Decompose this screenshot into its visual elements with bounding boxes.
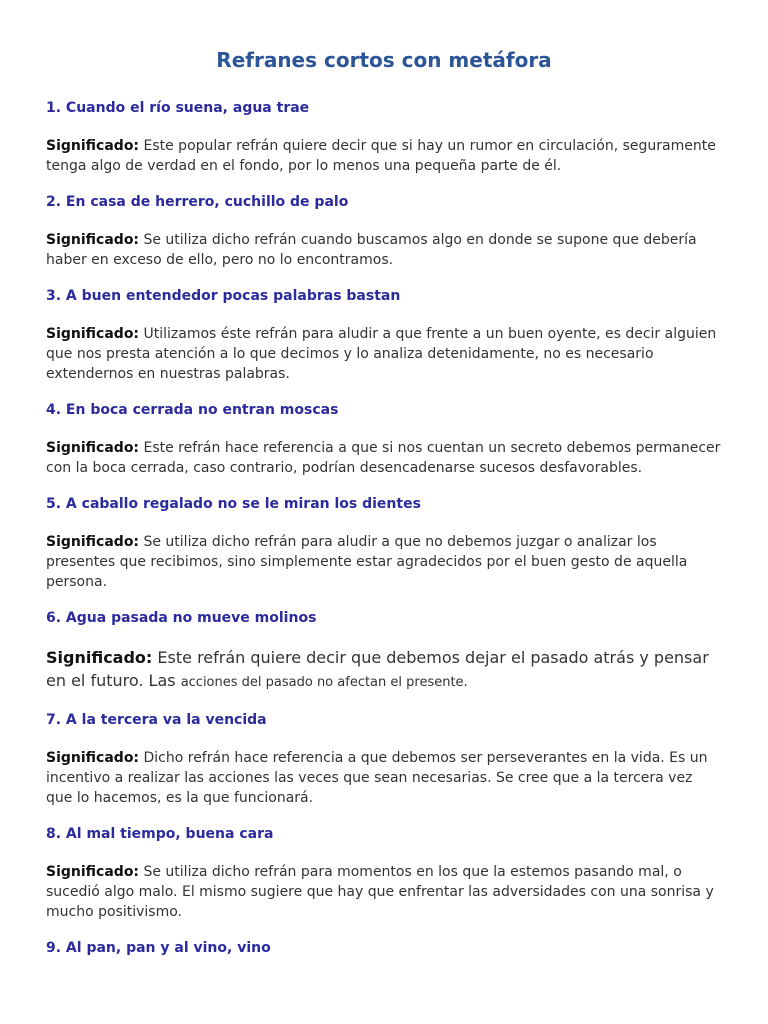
- meaning-text: Este refrán hace referencia a que si nos cuentan un secreto debemos permanecer con la boca cerrada, caso contrario, podrían desencadenarse sucesos desfavorables.: [46, 440, 721, 476]
- proverb-meaning: [46, 438, 722, 478]
- proverb-heading: 8. Al mal tiempo, buena cara: [46, 826, 274, 842]
- proverb-8: [46, 824, 722, 922]
- proverb-heading: 4. En boca cerrada no entran moscas: [46, 402, 339, 418]
- proverb-2: [46, 192, 722, 270]
- proverb-meaning: [46, 646, 722, 694]
- meaning-label: Significado:: [46, 232, 140, 248]
- proverb-heading: 2. En casa de herrero, cuchillo de palo: [46, 194, 349, 210]
- proverb-1: [46, 98, 722, 176]
- meaning-text: Se utiliza dicho refrán cuando buscamos algo en donde se supone que debería haber en exceso de ello, pero no lo encontramos.: [46, 232, 697, 268]
- proverb-3: [46, 286, 722, 384]
- meaning-label: Significado:: [46, 648, 153, 667]
- meaning-label: Significado:: [46, 534, 140, 550]
- proverb-heading: 6. Agua pasada no mueve molinos: [46, 610, 317, 626]
- meaning-text-small: acciones del pasado no afectan el presente.: [180, 675, 468, 690]
- meaning-text: Se utiliza dicho refrán para aludir a que no debemos juzgar o analizar los presentes que recibimos, sino simplemente estar agradecidos por el buen gesto de aquella persona.: [46, 534, 688, 590]
- proverb-7: [46, 710, 722, 808]
- meaning-text: Este popular refrán quiere decir que si hay un rumor en circulación, seguramente tenga algo de verdad en el fondo, por lo menos una pequeña parte de él.: [46, 138, 716, 174]
- meaning-label: Significado:: [46, 138, 140, 154]
- proverb-heading: 7. A la tercera va la vencida: [46, 712, 267, 728]
- proverb-heading: 9. Al pan, pan y al vino, vino: [46, 940, 271, 956]
- meaning-text: Utilizamos éste refrán para aludir a que frente a un buen oyente, es decir alguien que nos presta atención a lo que decimos y lo analiza detenidamente, no es necesario extendernos en nuestras palabras.: [46, 326, 717, 382]
- proverb-heading: 3. A buen entendedor pocas palabras bastan: [46, 288, 401, 304]
- meaning-label: Significado:: [46, 864, 140, 880]
- meaning-text: Dicho refrán hace referencia a que debemos ser perseverantes en la vida. Es un incentivo a realizar las acciones las veces que sean necesarias. Se cree que a la tercera vez que lo hacemos, es la que funcionará.: [46, 750, 708, 806]
- proverb-9: [46, 938, 722, 958]
- proverb-meaning: [46, 136, 722, 176]
- proverb-4: [46, 400, 722, 478]
- meaning-label: Significado:: [46, 750, 140, 766]
- proverb-5: [46, 494, 722, 592]
- proverb-meaning: [46, 230, 722, 270]
- proverb-meaning: [46, 324, 722, 384]
- page-title: Refranes cortos con metáfora: [216, 48, 552, 72]
- meaning-text: Se utiliza dicho refrán para momentos en los que la estemos pasando mal, o sucedió algo malo. El mismo sugiere que hay que enfrentar las adversidades con una sonrisa y mucho positivismo.: [46, 864, 714, 920]
- proverb-heading: 1. Cuando el río suena, agua trae: [46, 100, 310, 116]
- proverb-6: [46, 608, 722, 694]
- meaning-label: Significado:: [46, 326, 140, 342]
- proverb-meaning: [46, 532, 722, 592]
- meaning-label: Significado:: [46, 440, 140, 456]
- proverb-meaning: [46, 862, 722, 922]
- proverb-heading: 5. A caballo regalado no se le miran los dientes: [46, 496, 421, 512]
- meaning-text: Este refrán quiere decir que debemos dejar el pasado atrás y pensar en el futuro. Las: [46, 648, 709, 690]
- proverb-meaning: [46, 748, 722, 808]
